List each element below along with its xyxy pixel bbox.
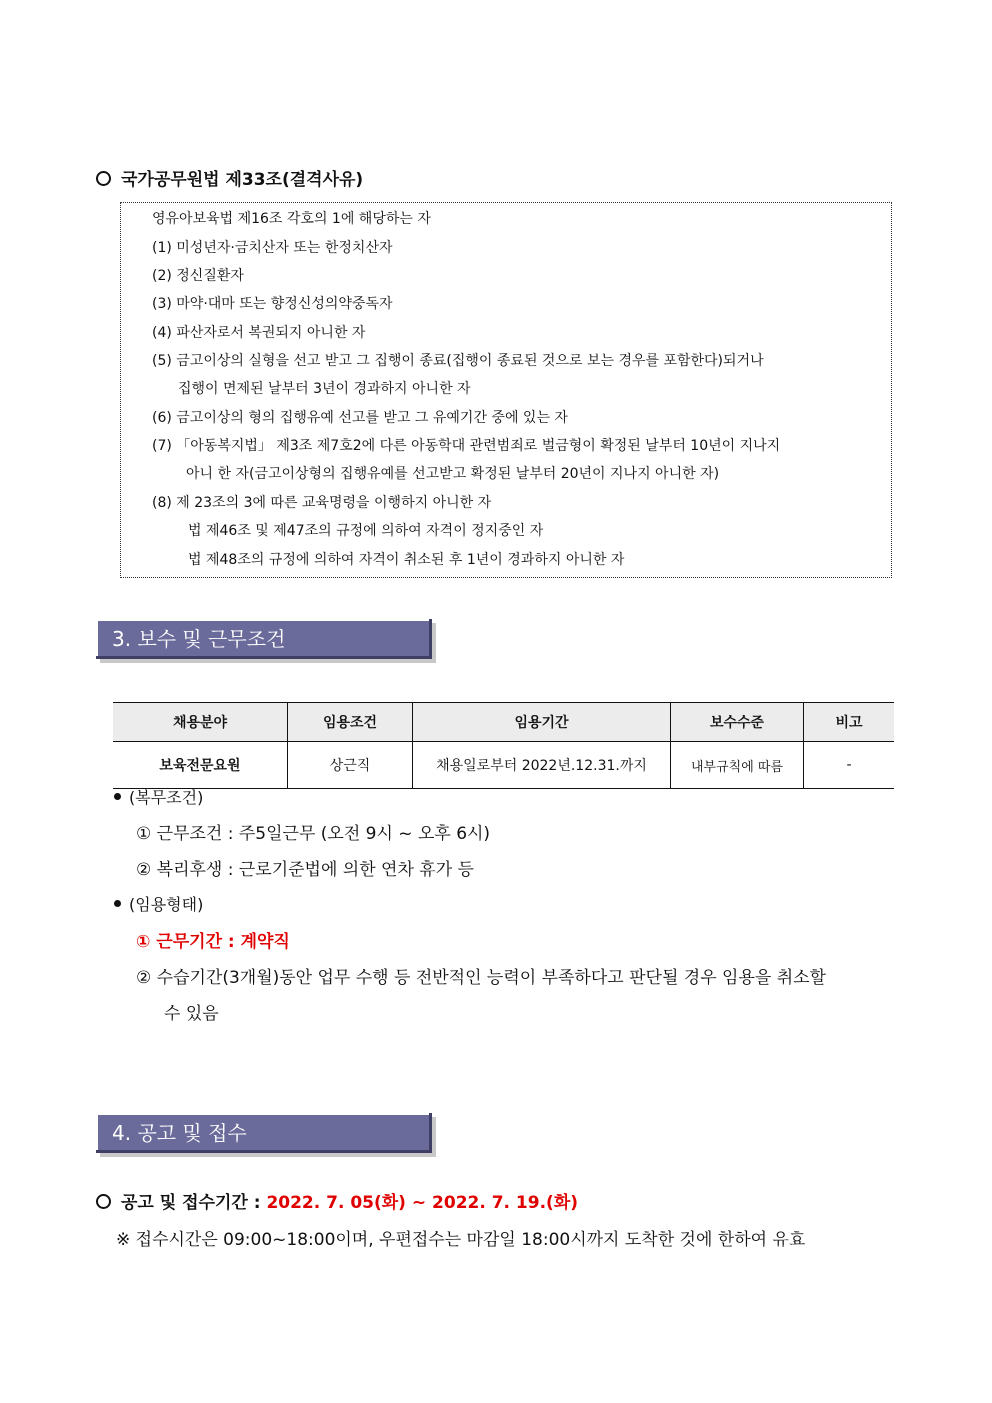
box-line-5-cont: 집행이 면제된 날부터 3년이 경과하지 아니한 자: [178, 381, 471, 397]
table-header: 임용조건: [288, 703, 413, 742]
box-line-5: (5) 금고이상의 실형을 선고 받고 그 집행이 종료(집행이 종료된 것으로 보는 경우를 포함한다)되거나: [152, 353, 764, 369]
bullet-dot-icon: [114, 793, 121, 800]
pay-table: [113, 702, 894, 789]
box-line-8-sub1: 법 제46조 및 제47조의 규정에 의하여 자격이 정지중인 자: [188, 523, 544, 539]
table-header: 임용기간: [413, 703, 671, 742]
table-cell: 상근직: [288, 742, 413, 789]
box-line-3: (3) 마약·대마 또는 향정신성의약중독자: [152, 296, 393, 312]
table-row: [113, 742, 894, 789]
employment-item-2-cont: 수 있음: [164, 1004, 219, 1024]
section4-title-bar: 4. 공고 및 접수: [96, 1113, 432, 1153]
table-cell: 보육전문요원: [113, 742, 288, 789]
table-header: 보수수준: [671, 703, 804, 742]
section3-title-bar: 3. 보수 및 근무조건: [96, 619, 432, 659]
box-line-1: (1) 미성년자·금치산자 또는 한정치산자: [152, 240, 393, 256]
table-cell: 내부규칙에 따름: [671, 742, 804, 789]
law-section-heading: [96, 169, 363, 191]
application-period: [96, 1192, 578, 1214]
box-line-2: (2) 정신질환자: [152, 268, 244, 284]
service-conditions-label: [114, 787, 203, 809]
reception-note: ※ 접수시간은 09:00~18:00이며, 우편접수는 마감일 18:00시까지 도착한 것에 한하여 유효: [116, 1230, 806, 1250]
table-header-row: [113, 703, 894, 742]
box-line-6: (6) 금고이상의 형의 집행유예 선고를 받고 그 유예기간 중에 있는 자: [152, 410, 568, 426]
table-cell: 채용일로부터 2022년.12.31.까지: [413, 742, 671, 789]
box-line-intro: 영유아보육법 제16조 각호의 1에 해당하는 자: [152, 211, 431, 227]
service-item-1: ① 근무조건 : 주5일근무 (오전 9시 ~ 오후 6시): [136, 824, 491, 844]
period-label: 공고 및 접수기간 :: [121, 1193, 267, 1213]
box-line-8-sub2: 법 제48조의 규정에 의하여 자격이 취소된 후 1년이 경과하지 아니한 자: [188, 552, 625, 568]
law-heading-text: 국가공무원법 제33조(결격사유): [121, 170, 364, 190]
circle-bullet-icon: [96, 171, 111, 186]
bullet-dot-icon: [114, 900, 121, 907]
employment-item-2: ② 수습기간(3개월)동안 업무 수행 등 전반적인 능력이 부족하다고 판단될 경우 임용을 취소할: [136, 968, 826, 988]
employment-label-text: (임용형태): [129, 895, 204, 914]
box-line-7: (7) 「아동복지법」 제3조 제7호2에 다른 아동학대 관련범죄로 벌금형이 확정된 날부터 10년이 지나지: [152, 438, 781, 454]
service-label-text: (복무조건): [129, 788, 204, 807]
circle-bullet-icon: [96, 1194, 111, 1209]
box-line-8: (8) 제 23조의 3에 따른 교육명령을 이행하지 아니한 자: [152, 495, 492, 511]
employment-item-1: ① 근무기간 : 계약직: [136, 932, 290, 952]
employment-type-label: [114, 894, 203, 916]
period-value: 2022. 7. 05(화) ~ 2022. 7. 19.(화): [266, 1193, 579, 1213]
service-item-2: ② 복리후생 : 근로기준법에 의한 연차 휴가 등: [136, 860, 474, 880]
box-line-4: (4) 파산자로서 복권되지 아니한 자: [152, 325, 366, 341]
table-header: 비고: [804, 703, 895, 742]
table-header: 채용분야: [113, 703, 288, 742]
table-cell: -: [804, 742, 895, 789]
box-line-7-cont: 아니 한 자(금고이상형의 집행유예를 선고받고 확정된 날부터 20년이 지나지 아니한 자): [186, 466, 720, 482]
